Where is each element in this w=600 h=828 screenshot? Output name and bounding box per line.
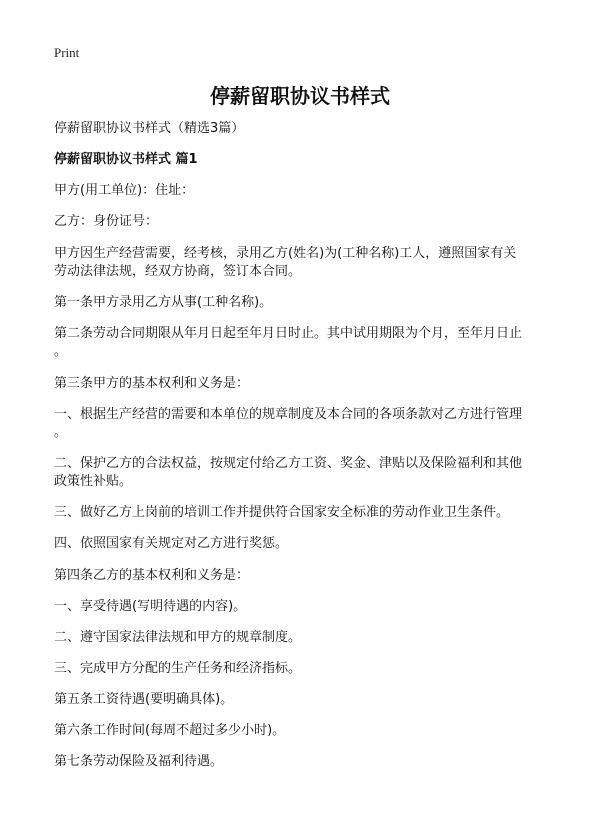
article-3-item-1-line-1: 一、根据生产经营的需要和本单位的规章制度及本合同的各项条款对乙方进行管理 [54,407,523,422]
article-3-item-4: 四、依照国家有关规定对乙方进行奖惩。 [54,536,289,551]
article-4: 第四条乙方的基本权利和义务是： [54,568,250,583]
party-a-line: 甲方(用工单位)：住址： [54,183,195,198]
party-b-line: 乙方：身份证号： [54,214,159,229]
section-heading: 停薪留职协议书样式 篇1 [54,152,198,167]
article-4-item-3: 三、完成甲方分配的生产任务和经济指标。 [54,661,302,676]
article-3: 第三条甲方的基本权利和义务是： [54,376,250,391]
article-3-item-2-line-1: 二、保护乙方的合法权益，按规定付给乙方工资、奖金、津贴以及保险福利和其他 [54,456,523,471]
intro-line-1: 甲方因生产经营需要，经考核，录用乙方(姓名)为(工种名称)工人，遵照国家有关 [54,246,517,261]
article-3-item-2-line-2: 政策性补贴。 [54,474,133,489]
subtitle: 停薪留职协议书样式（精选3篇） [54,121,245,136]
article-3-item-3: 三、做好乙方上岗前的培训工作并提供符合国家安全标准的劳动作业卫生条件。 [54,505,510,520]
article-1: 第一条甲方录用乙方从事(工种名称)。 [54,295,273,310]
page-title: 停薪留职协议书样式 [210,84,390,108]
article-2-line-1: 第二条劳动合同期限从年月日起至年月日时止。其中试用期限为个月，至年月日止 [54,326,523,341]
article-4-item-2: 二、遵守国家法律法规和甲方的规章制度。 [54,630,302,645]
article-7: 第七条劳动保险及福利待遇。 [54,754,224,769]
article-2-line-2: 。 [54,344,68,359]
article-3-item-1-line-2: 。 [54,425,68,440]
article-4-item-1: 一、享受待遇(写明待遇的内容)。 [54,599,247,614]
intro-line-2: 劳动法律法规，经双方协商，签订本合同。 [54,264,302,279]
article-5: 第五条工资待遇(要明确具体)。 [54,692,234,707]
print-label: Print [54,45,80,60]
article-6: 第六条工作时间(每周不超过多少小时)。 [54,723,286,738]
